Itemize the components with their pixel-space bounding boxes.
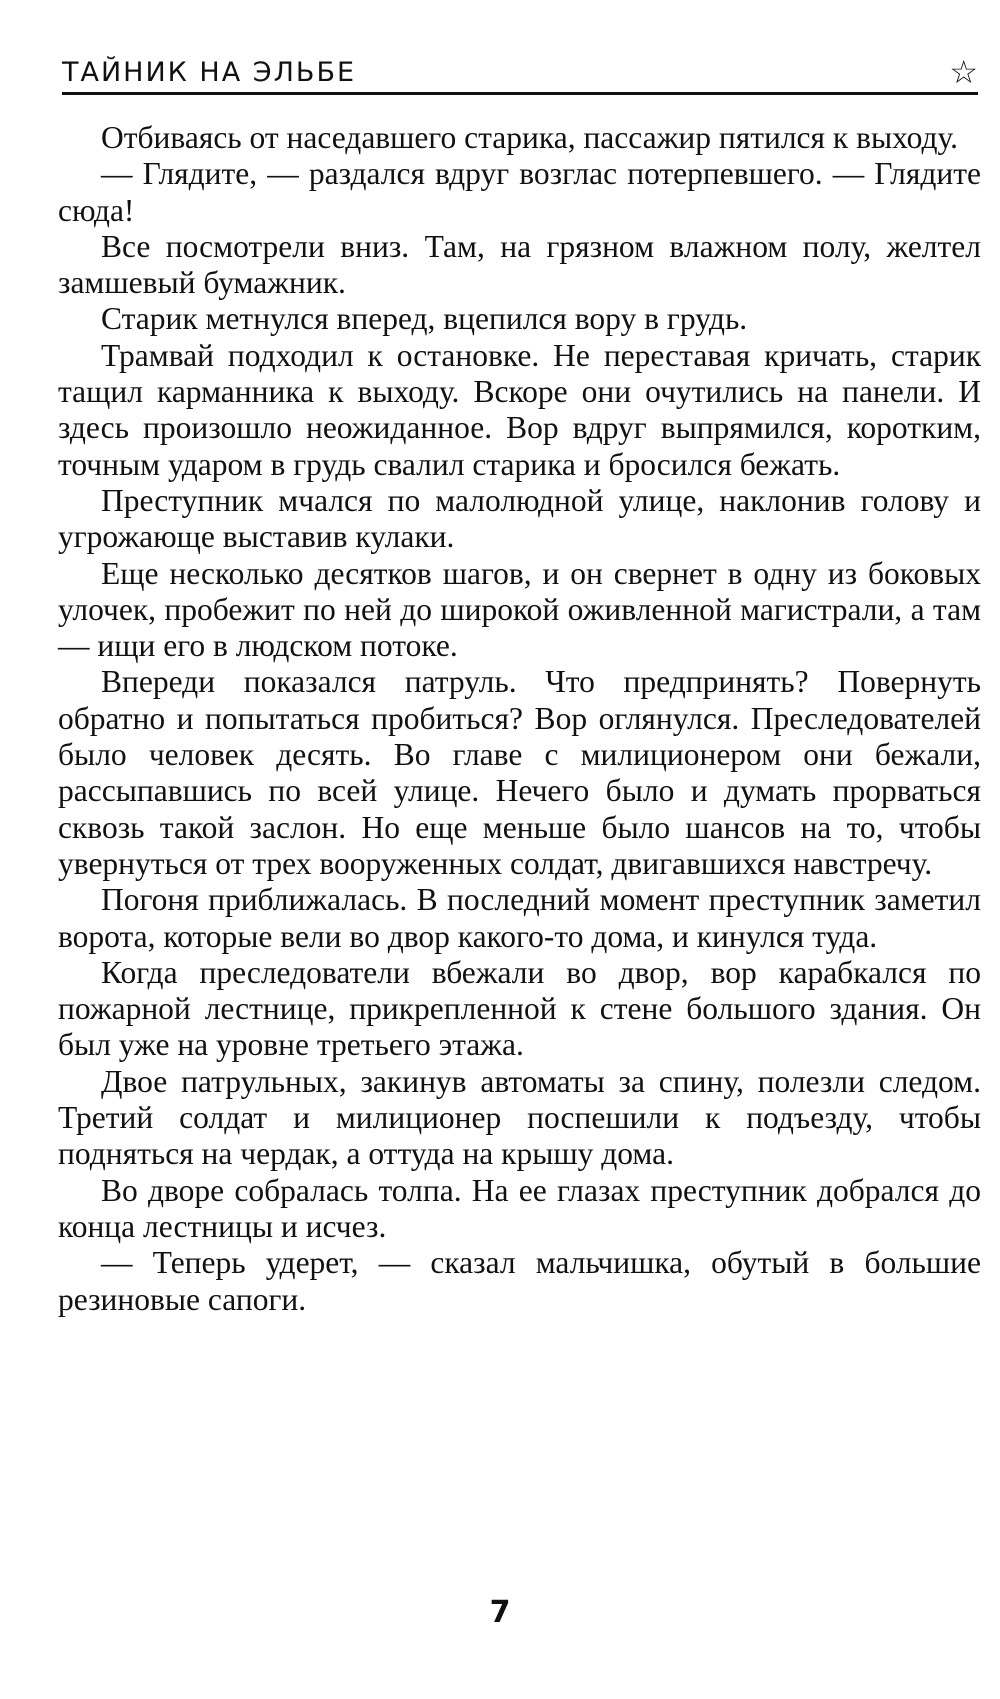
body-text xyxy=(58,120,981,1318)
paragraph: Еще несколько десятков шагов, и он свернет в одну из боковых улочек, пробежит по ней до широкой оживленной магистрали, а там — ищи его в людском потоке. xyxy=(58,555,981,664)
paragraph: Двое патрульных, закинув автоматы за спину, полезли следом. Третий солдат и милиционер поспешили к подъезду, чтобы подняться на чердак, а оттуда на крышу дома. xyxy=(58,1063,981,1172)
paragraph: Отбиваясь от наседавшего старика, пассажир пятился к выходу. xyxy=(101,120,959,155)
paragraph: Старик метнулся вперед, вцепился вору в грудь. xyxy=(101,301,748,337)
running-head xyxy=(62,46,978,95)
star-icon: ☆ xyxy=(949,53,978,91)
paragraph: Во дворе собралась толпа. На ее глазах преступник добрался до конца лестницы и исчез. xyxy=(58,1172,981,1244)
paragraph: Впереди показался патруль. Что предпринять? Повернуть обратно и попытаться пробиться? Вор оглянулся. Преследователей было человек десять. Во главе с милиционером они бежали, рассыпавшись по всей улице. Нечего было и думать прорваться сквозь такой заслон. Но еще меньше было шансов на то, чтобы увернуться от трех вооруженных солдат, двигавшихся навстречу. xyxy=(58,664,981,881)
paragraph: Погоня приближалась. В последний момент преступник заметил ворота, которые вели во двор какого-то дома, и кинулся туда. xyxy=(58,882,981,954)
page-number: 7 xyxy=(489,1595,511,1630)
paragraph: Преступник мчался по малолюдной улице, наклонив голову и угрожающе выставив кулаки. xyxy=(58,482,981,555)
paragraph: Все посмотрели вниз. Там, на грязном влажном полу, желтел замшевый бумажник. xyxy=(58,228,981,301)
book-title: ТАЙНИК НА ЭЛЬБЕ xyxy=(62,57,357,88)
paragraph: Трамвай подходил к остановке. Не переставая кричать, старик тащил карманника к выходу. Вскоре они очутились на панели. И здесь произошло неожиданное. Вор вдруг выпрямился, коротким, точным ударом в грудь свалил старика и бросился бежать. xyxy=(58,337,981,482)
paragraph: — Теперь удерет, — сказал мальчишка, обутый в большие резиновые сапоги. xyxy=(58,1245,981,1317)
paragraph: Когда преследователи вбежали во двор, вор карабкался по пожарной лестнице, прикрепленной к стене большого здания. Он был уже на уровне третьего этажа. xyxy=(58,954,981,1063)
paragraph: — Глядите, — раздался вдруг возглас потерпевшего. — Глядите сюда! xyxy=(58,156,981,228)
